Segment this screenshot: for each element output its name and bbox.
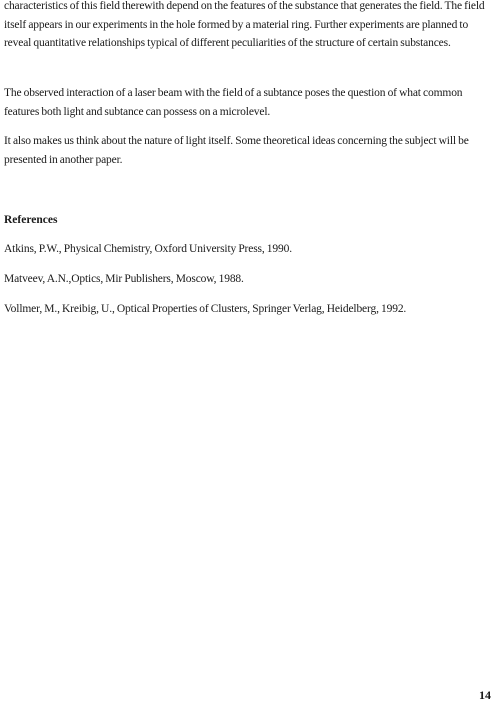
body-paragraph: It also makes us think about the nature of light itself. Some theoretical ideas concerning the subject will be presented in another paper. <box>4 135 469 166</box>
body-paragraph: The observed interaction of a laser beam with the field of a subtance poses the question of what common features both light and subtance can possess on a microlevel. <box>4 87 463 118</box>
body-paragraph: characteristics of this field therewith depend on the features of the substance that generates the field. The field itself appears in our experiments in the hole formed by a material ring. Further experiments are planned to reveal quantitative relationships typical of different peculiarities of the structure of certain substances. <box>4 0 485 49</box>
references-heading: References <box>4 214 58 226</box>
reference-item: Vollmer, M., Kreibig, U., Optical Properties of Clusters, Springer Verlag, Heidelberg, 1992. <box>4 303 407 315</box>
page-number: 14 <box>479 688 491 702</box>
reference-item: Atkins, P.W., Physical Chemistry, Oxford University Press, 1990. <box>4 243 292 255</box>
reference-item: Matveev, A.N.,Optics, Mir Publishers, Moscow, 1988. <box>4 273 244 285</box>
